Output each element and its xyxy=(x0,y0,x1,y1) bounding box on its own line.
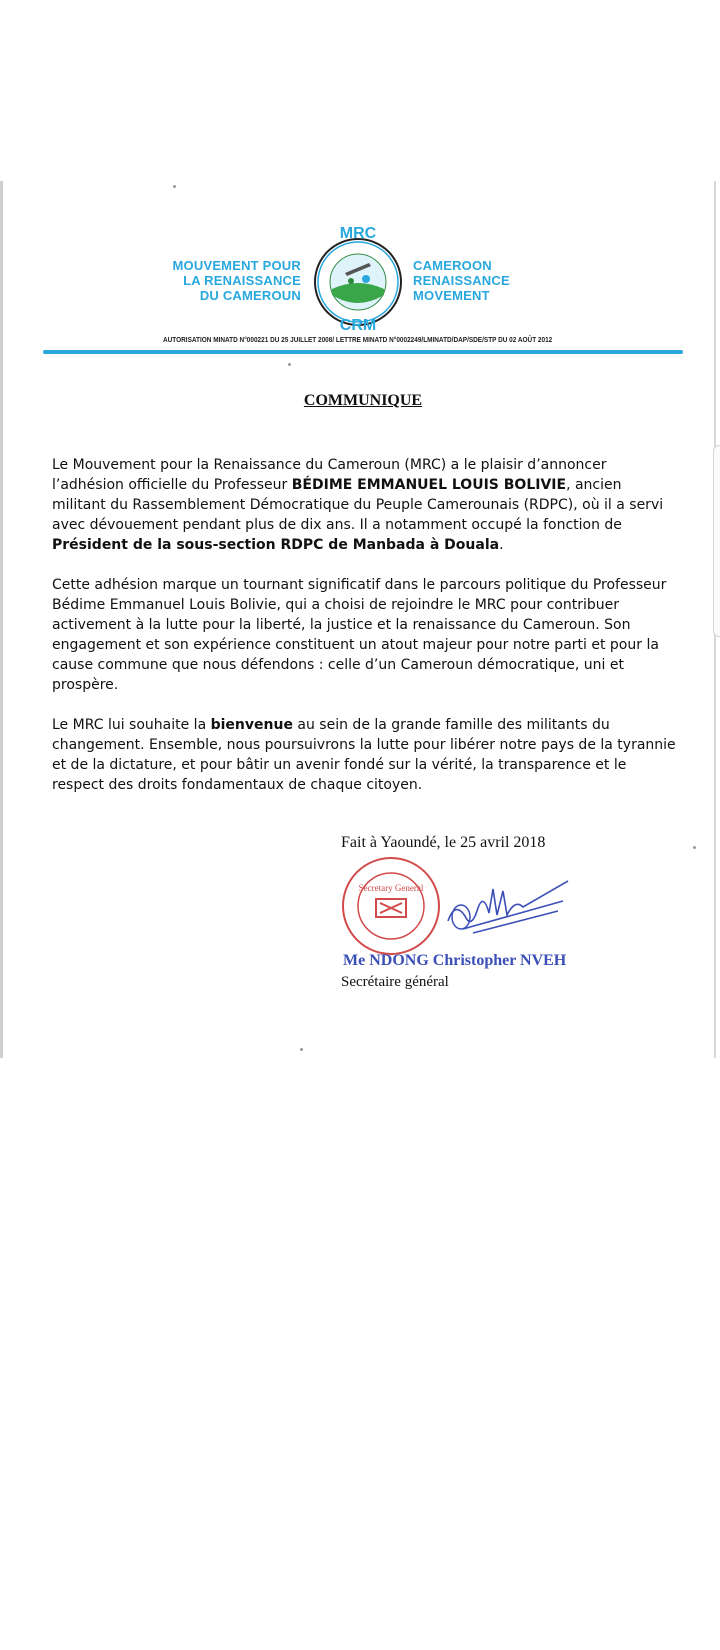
document-sheet xyxy=(0,181,716,1058)
stamp-label: Secretary General xyxy=(358,883,424,893)
paragraph-3: Le MRC lui souhaite la bienvenue au sein de la grande famille des militants du changement. Ensemble, nous poursuivrons la lutte pour libérer notre pays de la tyrannie et de la dictature, et pour bâtir un avenir fondé sur la vérité, la transparence et le respect des droits fondamentaux de chaque citoyen. xyxy=(52,717,676,793)
logo-acronym-mrc: MRC xyxy=(339,225,377,242)
paragraph-2: Cette adhésion marque un tournant significatif dans le parcours politique du Professeur Bédime Emmanuel Louis Bolivie, qui a choisi de rejoindre le MRC pour contribuer activement à la lutte pour la liberté, la justice et la renaissance du Cameroun. Son engagement et son expérience constituent un atout majeur pour notre parti et pour la cause commune que nous défendons : celle d’un Cameroun démocratique, uni et prospère. xyxy=(52,577,667,693)
scan-speck xyxy=(173,185,176,188)
letterhead xyxy=(3,181,719,361)
header-divider xyxy=(43,350,683,354)
place-and-date: Fait à Yaoundé, le 25 avril 2018 xyxy=(341,834,546,851)
letterhead-name-en: CAMEROON RENAISSANCE MOVEMENT xyxy=(413,258,510,303)
handwritten-signature-icon xyxy=(443,871,573,941)
party-logo xyxy=(303,225,413,337)
document-title: COMMUNIQUE xyxy=(303,392,423,409)
communique-body xyxy=(52,455,677,815)
scan-speck xyxy=(300,1048,303,1051)
letterhead-name-fr: MOUVEMENT POUR LA RENAISSANCE DU CAMEROUN xyxy=(172,258,301,303)
official-stamp-icon xyxy=(336,851,446,961)
signatory-name: Me NDONG Christopher NVEH xyxy=(343,952,567,969)
page-scroll-handle[interactable] xyxy=(713,445,720,637)
logo-acronym-crm: CRM xyxy=(339,317,377,334)
scan-speck xyxy=(288,363,291,366)
paragraph-1: Le Mouvement pour la Renaissance du Cameroun (MRC) a le plaisir d’annoncer l’adhésion officielle du Professeur BÉDIME EMMANUEL LOUIS BOLIVIE, ancien militant du Rassemblement Démocratique du Peuple Camerounais (RDPC), où il a servi avec dévouement pendant plus de dix ans. Il a notamment occupé la fonction de Président de la sous-section RDPC de Manbada à Douala. xyxy=(52,457,664,553)
scan-speck xyxy=(693,846,696,849)
signatory-role: Secrétaire général xyxy=(341,974,449,990)
authorization-line: AUTORISATION MINATD N°000221 DU 25 JUILLET 2008/ LETTRE MINATD N°0002249/LMINATD/DAP/SDE/STP DU 02 AOÛT 2012 xyxy=(163,337,553,344)
